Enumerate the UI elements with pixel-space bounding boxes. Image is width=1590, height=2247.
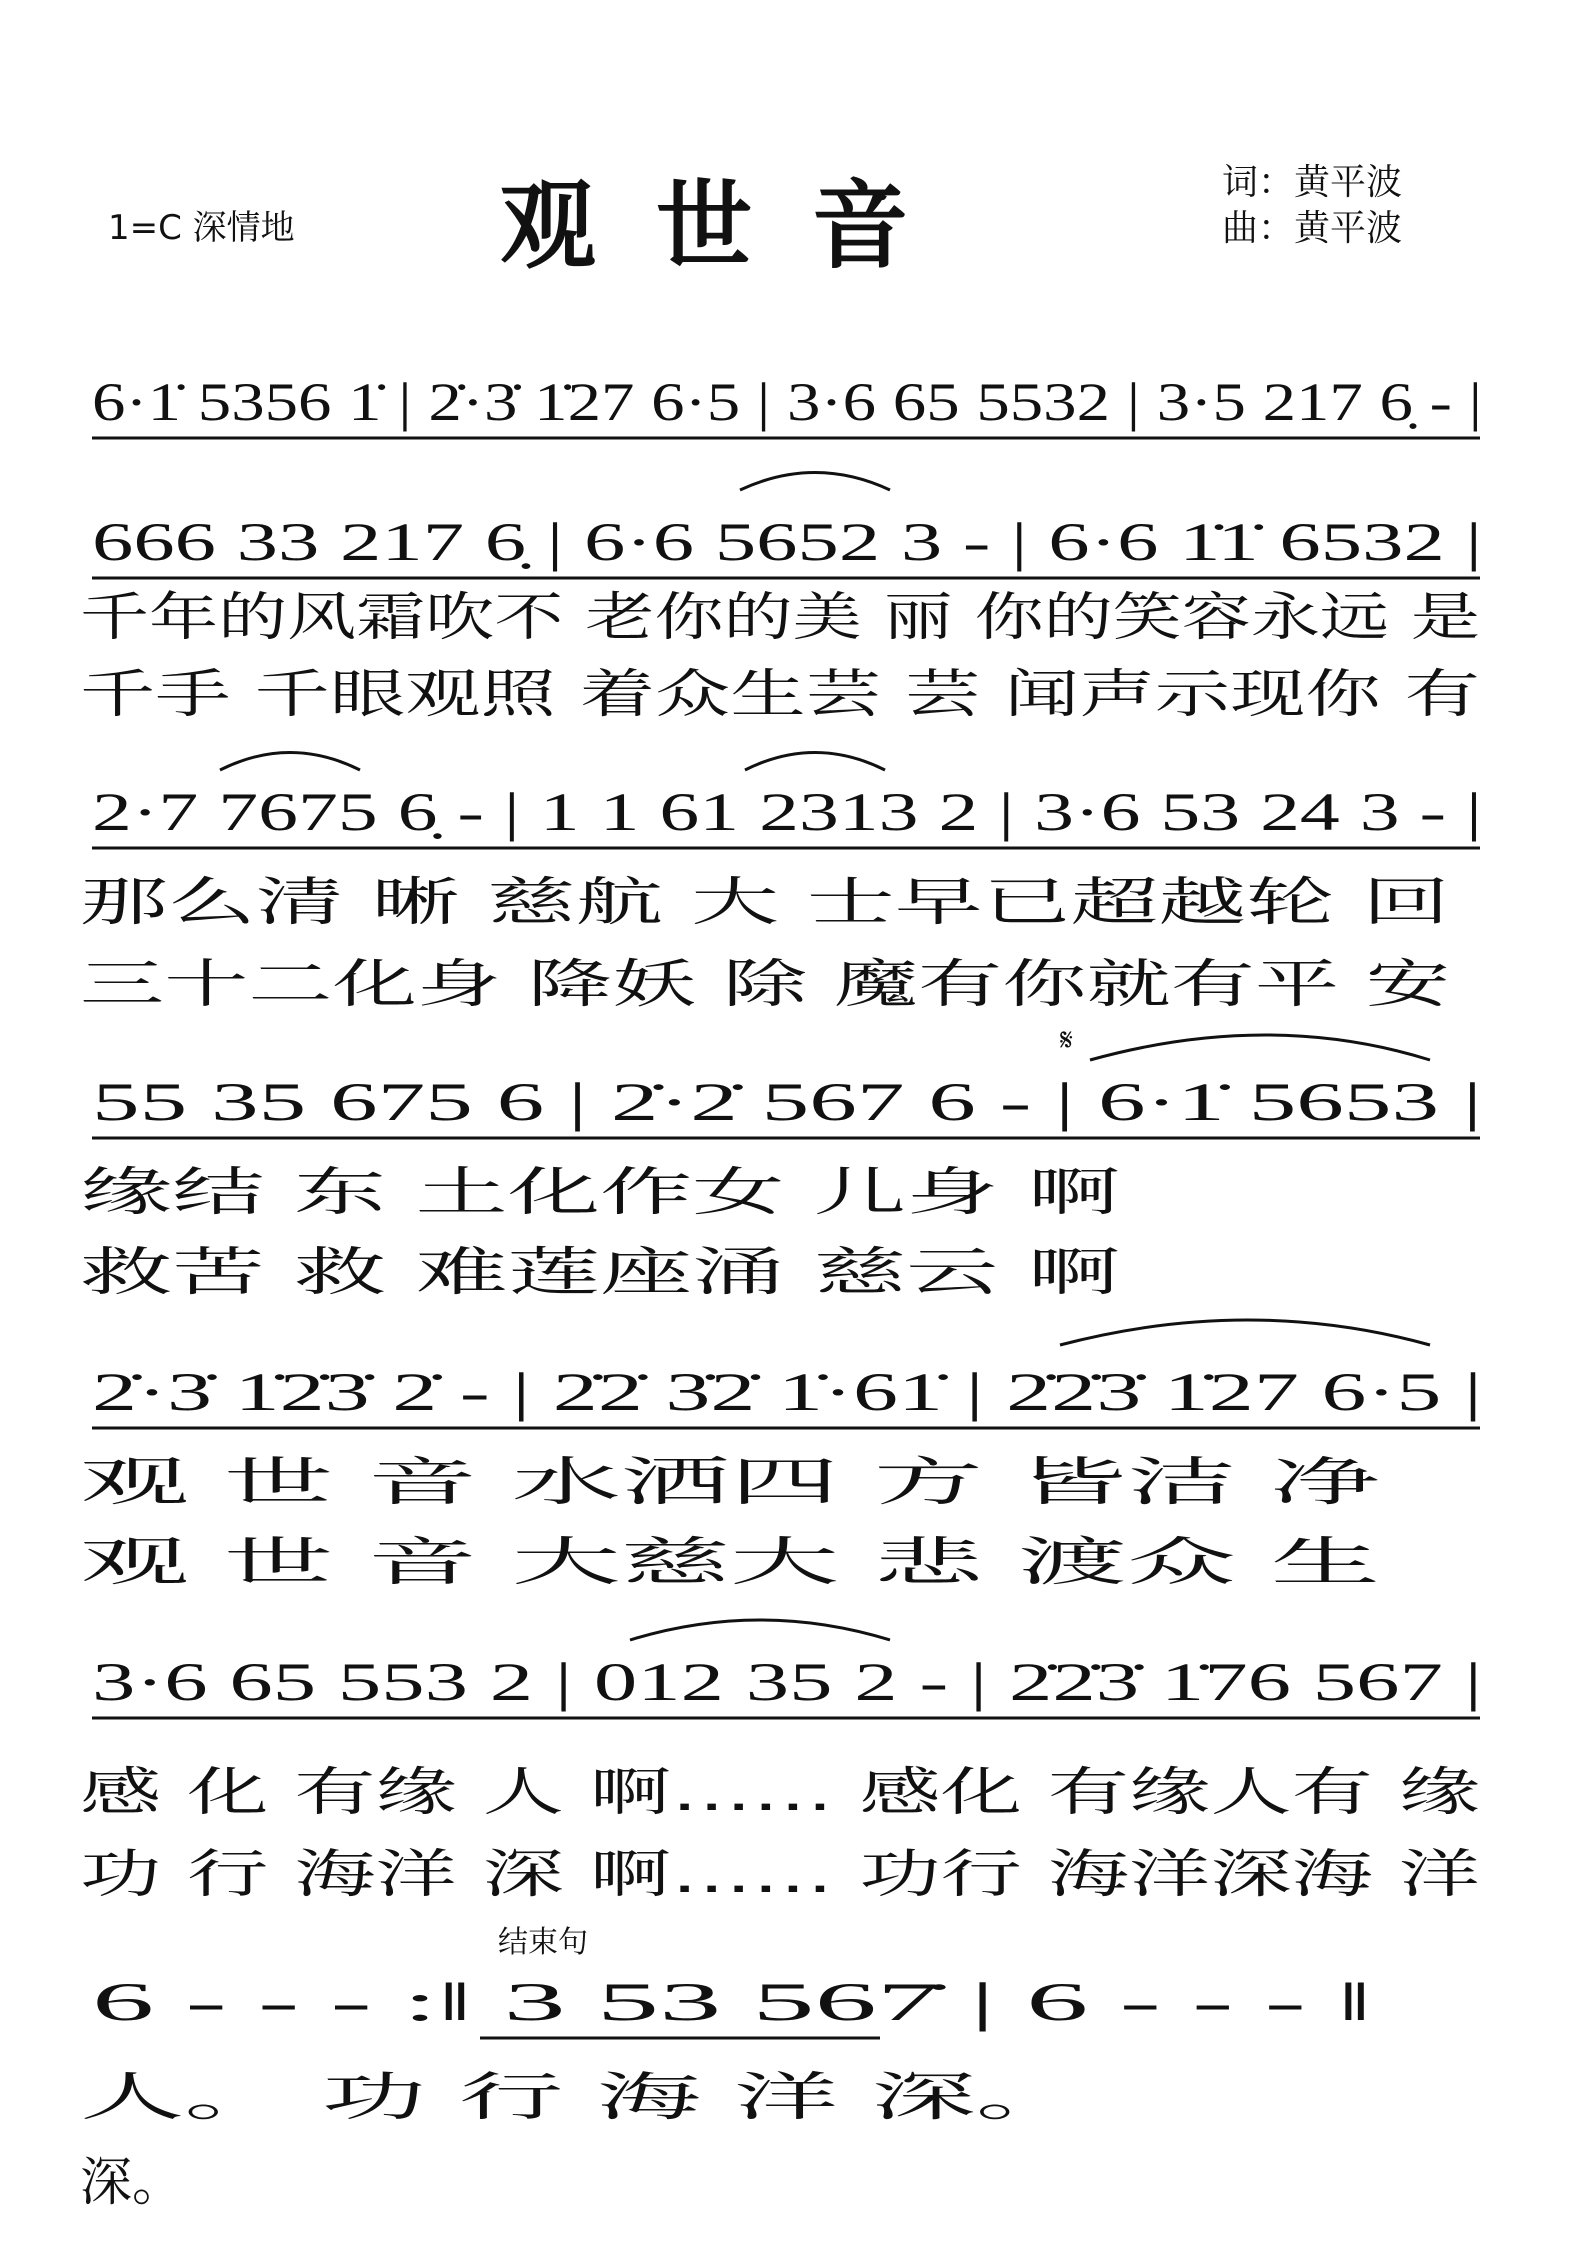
lyric-row-5-verse-2: 观 世 音 大慈大 悲 渡众 生 [80, 1533, 1381, 1593]
segno-mark: 𝄋 [1060, 1023, 1073, 1058]
composer-credit: 曲：黄平波 [1222, 208, 1403, 249]
lyric-row-3-verse-1: 那么清 晰 慈航 大 士早已超越轮 回 [80, 873, 1450, 933]
slur [630, 1620, 890, 1640]
notation-row-4: 55 35 675 6 | 2̇·2̇ 567 6 - | 6·1̇ 5653 | [92, 1072, 1482, 1132]
lyric-row-2-verse-1: 千年的风霜吹不 老你的美 丽 你的笑容永远 是 [80, 588, 1480, 648]
notation-row-1: 6·1̇ 5356 1̇ | 2̇·3̇ 1̇27 6·5 | 3·6 65 5532 | 3·5 217 6̣ - | [92, 372, 1482, 432]
notation-row-3: 2·7 7675 6̣ - | 1 1 61 2313 2 | 3·6 53 24 3 - | [92, 782, 1482, 842]
lyric-row-6-verse-1: 感 化 有缘 人 啊…… 感化 有缘人有 缘 [80, 1763, 1480, 1823]
lyric-row-4-verse-1: 缘结 东 土化作女 儿身 啊 [80, 1163, 1120, 1223]
lyric-row-7-verse-1: 人。 功 行 海 洋 深。 [80, 2068, 1080, 2128]
ending-label: 结束句 [498, 1925, 588, 1960]
slur [1060, 1320, 1430, 1345]
lyric-row-6-verse-2: 功 行 海洋 深 啊…… 功行 海洋深海 洋 [80, 1845, 1480, 1905]
lyric-row-4-verse-2: 救苦 救 难莲座涌 慈云 啊 [80, 1243, 1120, 1303]
song-title: 观世音 [500, 169, 968, 282]
slur [220, 753, 360, 771]
lyric-row-5-verse-1: 观 世 音 水洒四 方 皆洁 净 [80, 1453, 1381, 1513]
notation-row-5: 2̇·3̇ 1̇2̇3̇ 2̇ - | 2̇2̇ 3̇2̇ 1̇·61̇ | 2̇2̇3̇ 1̇27 6·5 | [92, 1362, 1482, 1422]
lyric-row-2-verse-2: 千手 千眼观照 着众生芸 芸 闻声示现你 有 [80, 665, 1480, 725]
notation-row-2: 666 33 217 6̣ | 6·6 5652 3 - | 6·6 1̇1̇ 6532 | [92, 512, 1482, 572]
lyricist-credit: 词：黄平波 [1222, 162, 1403, 203]
slur [1090, 1035, 1430, 1060]
slur [745, 753, 885, 771]
lyric-row-7-verse-2: 深。 [80, 2153, 185, 2213]
slur [740, 473, 890, 491]
lyric-row-3-verse-2: 三十二化身 降妖 除 魔有你就有平 安 [80, 955, 1450, 1015]
notation-row-6: 3·6 65 553 2 | 012 35 2 - | 2̇2̇3̇ 1̇76 567 | [92, 1652, 1482, 1712]
key-signature: 1=C 深情地 [108, 208, 295, 248]
notation-row-7: 6 - - - :‖ 3 53 567̇ | 6 - - - ‖ [92, 1972, 1372, 2032]
